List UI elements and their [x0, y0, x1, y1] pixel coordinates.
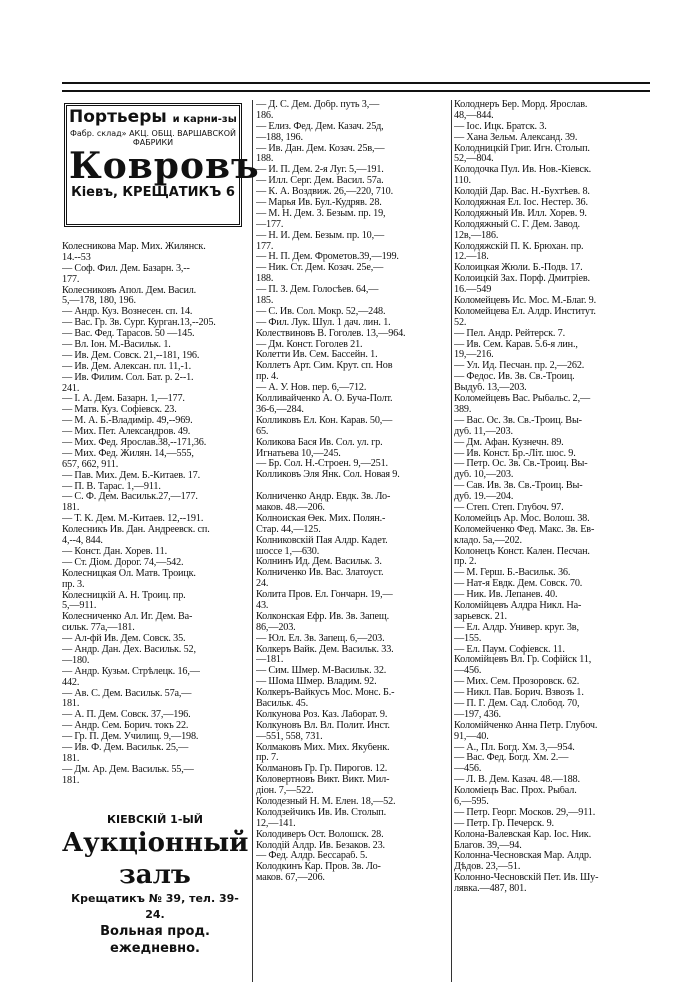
directory-entry: Колкунова Роз. Каз. Лаборат. 9.	[256, 709, 388, 720]
directory-entry: — Андр. Куз. Вознесен. сп. 14.	[62, 307, 193, 318]
column-divider-1	[252, 100, 253, 982]
directory-entry: 177.	[256, 241, 274, 252]
directory-entry: Коломейцъ Ар. Мос. Волош. 38.	[454, 513, 590, 524]
directory-entry: Колодяжный Ив. Илл. Хорев. 9.	[454, 208, 587, 219]
directory-entry: Колодезный Н. М. Елен. 18,—52.	[256, 797, 396, 807]
directory-entry: 181.	[62, 503, 80, 514]
directory-entry: — Сим. Шмер. М-Васильк. 32.	[256, 666, 387, 677]
directory-entry: — Соф. Фил. Дем. Базарн. 3,--	[62, 263, 190, 274]
directory-entry: Колкуновъ Вл. Вл. Полит. Инст.	[256, 720, 390, 731]
directory-entry: — И. П. Дем. 2-я Луг. 5,—191.	[256, 165, 384, 176]
directory-entry: Колликовъ Ел. Кон. Карав. 50,—	[256, 415, 393, 426]
directory-entry: — Марья Ив. Бул.-Кудряв. 28.	[256, 198, 382, 209]
directory-entry: — Бр. Сол. Н.-Строен. 9,—251.	[256, 459, 388, 470]
directory-entry: — Никл. Пав. Борич. Взвозъ 1.	[454, 688, 584, 699]
directory-entry: — Сав. Ив. Зв. Св.-Троиц. Вы-	[454, 481, 583, 492]
directory-entry: 5,—178, 180, 196.	[62, 296, 136, 307]
directory-entry: дуб. 19.—204.	[454, 492, 514, 503]
directory-entry: — Ив. Дем. Совск. 21,--181, 196.	[62, 350, 200, 361]
directory-entry: 177.	[62, 274, 80, 285]
directory-entry: Васильк. 45.	[256, 698, 308, 709]
directory-entry: 24.	[256, 579, 269, 590]
directory-entry: — Ал-фй Ив. Дем. Совск. 35.	[62, 634, 186, 645]
directory-entry: — Федос. Ив. Зв. Св.-Троиц.	[454, 372, 575, 383]
directory-entry: — А., Пл. Богд. Хм. 3,—954.	[454, 742, 575, 753]
directory-entry: — Вас. Гр. Зв. Сург. Курган.13,--205.	[62, 318, 216, 329]
auction-address: Крещатикъ № 39, тел. 39-24.	[71, 892, 239, 921]
directory-entry: маков. 67,—206.	[256, 873, 325, 884]
directory-entry: Колодій Алдр. Ив. Безаков. 23.	[256, 840, 385, 851]
directory-entry: Колниковскій Пая Алдр. Кадет.	[256, 535, 388, 546]
directory-column-3	[454, 100, 652, 895]
directory-entry: — Пав. Мих. Дем. Б.-Китаев. 17.	[62, 470, 200, 481]
directory-entry: 181.	[62, 775, 80, 786]
directory-entry: Коловертновъ Викт. Викт. Мил-	[256, 775, 390, 786]
directory-entry: Колесникъ Ив. Дан. Андреевск. сп.	[62, 525, 210, 536]
directory-entry: —177.	[256, 219, 284, 230]
directory-entry: Колодзейчикъ Ив. Ив. Столып.	[256, 807, 386, 818]
directory-entry: 43.	[256, 600, 269, 611]
directory-entry: пр. 4.	[256, 372, 279, 383]
directory-entry: — П. Г. Дем. Сад. Слобод. 70,	[454, 698, 580, 709]
directory-entry: —180.	[62, 655, 90, 666]
directory-entry: — Ив. Дан. Дем. Козач. 25в,—	[256, 143, 385, 154]
directory-entry: Коломійченко Анна Петр. Глубоч.	[454, 720, 598, 731]
directory-entry: Колодяжный С. Г. Дем. Завод.	[454, 219, 580, 230]
top-rule-second	[62, 90, 650, 92]
directory-entry	[256, 481, 450, 492]
directory-entry: 442.	[62, 677, 80, 688]
directory-entry: 12в,—186.	[454, 230, 499, 241]
column-divider-2	[451, 100, 452, 982]
directory-entry: — Дм. Ар. Дем. Васильк. 55,—	[62, 764, 194, 775]
directory-entry: — Шома Шмер. Владим. 92.	[256, 677, 377, 688]
directory-entry: Колодиверъ Ост. Волошск. 28.	[256, 829, 384, 840]
directory-entry: Коломійцевъ Вл. Гр. Софійск 11,	[454, 655, 592, 666]
directory-entry: Благов. 39,—94.	[454, 840, 522, 851]
directory-entry: Колодкинъ Кар. Пров. Зв. Ло-	[256, 862, 381, 873]
directory-entry: 14.--53	[62, 252, 91, 263]
auction-title: Аукціонный залъ	[62, 828, 249, 890]
directory-entry: — Хана Зельм. Александ. 39.	[454, 132, 578, 143]
directory-entry: — Вас. Фед. Тарасов. 50 —145.	[62, 329, 195, 340]
directory-entry: 241.	[62, 383, 80, 394]
directory-entry: — Матв. Куз. Софіевск. 23.	[62, 405, 177, 416]
directory-entry: 181.	[62, 699, 80, 710]
directory-entry: 52.	[454, 317, 467, 328]
directory-entry: Коломейченко Фед. Макс. Зв. Ев-	[454, 524, 595, 535]
auction-tagline: Вольная прод. ежедневно.	[100, 924, 210, 956]
directory-entry: — М. Герш. Б.-Васильк. 36.	[454, 568, 571, 579]
directory-entry: Колликовъ Эля Янк. Сол. Новая 9.	[256, 470, 400, 481]
directory-entry: Колонно-Чесновскій Пет. Ив. Шу-	[454, 873, 599, 884]
directory-entry: — Д. С. Дем. Добр. путь 3,—	[256, 100, 380, 110]
directory-entry: пр. 2.	[454, 557, 477, 568]
directory-entry: Дѣдов. 23,—51.	[454, 862, 521, 873]
directory-entry: — Мих. Сем. Прозоровск. 62.	[454, 677, 580, 688]
directory-entry: — Ав. С. Дем. Васильк. 57а,—	[62, 688, 192, 699]
ad-address: Кіевъ, КРЕЩАТИКЪ 6	[71, 185, 235, 200]
directory-entry: Колмановъ Гр. Гр. Пирогов. 12.	[256, 764, 388, 775]
directory-entry: Колона-Валевская Кар. Іос. Ник.	[454, 829, 592, 840]
directory-entry: — Мих. Пет. Александров. 49.	[62, 427, 191, 438]
directory-entry: Колита Пров. Ел. Гончарн. 19,—	[256, 590, 393, 601]
directory-entry: —197, 436.	[454, 709, 501, 720]
directory-entry: кладо. 5а,—202.	[454, 535, 522, 546]
directory-entry: зарьевск. 21.	[454, 611, 507, 622]
directory-entry: — Илл. Серг. Дем. Васил. 57а.	[256, 176, 384, 187]
directory-entry: 657, 662, 911.	[62, 459, 119, 470]
directory-entry: — Нат-я Евдк. Дем. Совск. 70.	[454, 579, 583, 590]
directory-entry: — Степ. Степ. Глубоч. 97.	[454, 502, 564, 513]
directory-entry: Колливайченко А. О. Буча-Полт.	[256, 394, 393, 405]
directory-entry: Стар. 44,—125.	[256, 524, 321, 535]
directory-entry: 186.	[256, 110, 274, 121]
directory-entry: — А. У. Нов. пер. 6,—712.	[256, 383, 367, 394]
directory-entry: 185.	[256, 296, 274, 307]
directory-entry: Колоицкій Зах. Порф. Дмитріев.	[454, 274, 590, 285]
directory-entry: — М. Н. Дем. 3. Безым. пр. 19,	[256, 208, 386, 219]
directory-entry: Колкеръ-Вайкусъ Мос. Монс. Б.-	[256, 688, 395, 699]
directory-entry: Колодяжная Ел. Іос. Нестер. 36.	[454, 198, 588, 209]
advertisement-carpets	[64, 103, 260, 227]
directory-entry: 65.	[256, 426, 269, 437]
directory-entry: Колниченко Ив. Вас. Златоуст.	[256, 568, 384, 579]
directory-entry: — Іос. Ицк. Братск. 3.	[454, 121, 547, 132]
directory-entry: — Фед. Алдр. Бессараб. 5.	[256, 851, 368, 862]
directory-entry: — М. А. Б.-Владимір. 49,--969.	[62, 416, 193, 427]
directory-entry: — Петр. Гр. Печерск. 9.	[454, 818, 554, 829]
directory-entry: — Конст. Дан. Хорев. 11.	[62, 546, 167, 557]
directory-entry: пр. 3.	[62, 579, 85, 590]
directory-entry: Колествиновъ В. Гоголев. 13,—964.	[256, 328, 406, 339]
directory-entry: — Вас. Фед. Богд. Хм. 2.—	[454, 753, 569, 764]
directory-entry: шоссе 1,—630.	[256, 546, 320, 557]
directory-entry: дуб. 11,—203.	[454, 426, 513, 437]
directory-entry: Колодочка Пул. Ив. Нов.-Кіевск.	[454, 165, 592, 176]
directory-entry: дуб. 10,—203.	[454, 470, 514, 481]
directory-entry: Колодій Дар. Вас. Н.-Бухтѣев. 8.	[454, 187, 590, 198]
directory-entry: — Дм. Конст. Гоголев 21.	[256, 339, 363, 350]
directory-entry: 12.—18.	[454, 252, 489, 263]
directory-entry: Колоицкая Жюли. Б.-Подв. 17.	[454, 263, 583, 274]
directory-entry: — Л. В. Дем. Казач. 48.—188.	[454, 775, 580, 786]
directory-entry: Коломійцевъ Алдра Никл. На-	[454, 600, 582, 611]
directory-entry: — Петр. Ос. Зв. Св.-Троиц. Вы-	[454, 459, 588, 470]
directory-entry: — Мих. Фед. Жилян. 14,—555,	[62, 448, 194, 459]
directory-entry: — Ул. Ид. Песчан. пр. 2,—262.	[454, 361, 585, 372]
directory-entry: лявка.—487, 801.	[454, 884, 527, 895]
directory-entry: Колмаковъ Мих. Мих. Якубенк.	[256, 742, 390, 753]
directory-entry: Колкеръ Вайк. Дем. Васильк. 33.	[256, 644, 394, 655]
directory-column-1	[62, 242, 248, 787]
directory-entry: Колонецъ Конст. Кален. Песчан.	[454, 546, 590, 557]
directory-entry: — С. Ив. Сол. Мокр. 52,—248.	[256, 306, 386, 317]
directory-entry: Колниченко Андр. Евдк. Зв. Ло-	[256, 492, 391, 503]
directory-entry: —551, 558, 731.	[256, 731, 323, 742]
directory-entry: Колесницкая Ол. Матв. Троицк.	[62, 568, 196, 579]
directory-entry: —155.	[454, 633, 482, 644]
directory-entry: — Ст. Діом. Дорог. 74,—542.	[62, 557, 184, 568]
directory-entry: Колонна-Чесновская Мар. Алдр.	[454, 851, 592, 862]
directory-entry: Колоднеръ Бер. Морд. Ярослав.	[454, 100, 588, 110]
top-rule	[62, 82, 650, 84]
directory-entry: — Юл. Ел. Зв. Запещ. 6,—203.	[256, 633, 385, 644]
directory-entry: — Фил. Лук. Шул. 1 дач. лин. 1.	[256, 317, 391, 328]
directory-entry: — Вл. Іон. М.-Васильк. 1.	[62, 340, 171, 351]
directory-entry: —456.	[454, 666, 482, 677]
directory-entry: — С. Ф. Дем. Васильк.27,—177.	[62, 492, 198, 503]
directory-entry: Коломейцевъ Ис. Мос. М.-Благ. 9.	[454, 296, 597, 307]
directory-entry: — Мих. Фед. Ярослав.38,--171,36.	[62, 438, 207, 449]
advertisement-auction	[62, 813, 248, 957]
directory-entry: 16.—549	[454, 285, 492, 296]
directory-entry: — Ел. Алдр. Универ. круг. 3в,	[454, 622, 579, 633]
directory-entry: Коллетъ Арт. Сим. Крут. сп. Нов	[256, 361, 393, 372]
directory-entry: Колноиская Өек. Мих. Полян.-	[256, 513, 386, 524]
directory-entry: Колетти Ив. Сем. Бассейн. 1.	[256, 350, 378, 361]
directory-entry: — Петр. Георг. Москов. 29,—911.	[454, 807, 596, 818]
auction-kicker: КІЕВСКІЙ 1-ЫЙ	[107, 813, 203, 826]
directory-entry: — І. А. Дем. Базарн. 1,—177.	[62, 394, 185, 405]
directory-entry: маков. 48.—206.	[256, 502, 325, 513]
directory-entry: —181.	[256, 655, 284, 666]
directory-entry: Колесниченко Ал. Иг. Дем. Ва-	[62, 612, 193, 623]
directory-entry: Коломейцевъ Вас. Рыбальс. 2,—	[454, 394, 591, 405]
directory-entry: 6,—595.	[454, 797, 489, 807]
directory-entry: 12,—141.	[256, 818, 296, 829]
directory-entry: Колодяжскій П. К. Брюхан. пр.	[454, 241, 584, 252]
directory-entry: 389.	[454, 404, 472, 415]
directory-entry: 110.	[454, 176, 471, 187]
directory-entry: Колодницкій Григ. Игн. Столып.	[454, 143, 590, 154]
directory-entry: 52,—804.	[454, 154, 494, 165]
directory-entry: — Ив. Конст. Бр.-Літ. шос. 9.	[454, 448, 576, 459]
directory-entry: 188.	[256, 274, 274, 285]
directory-entry: 86,—203.	[256, 622, 296, 633]
directory-entry: — Андр. Сем. Борич. токъ 22.	[62, 721, 189, 732]
directory-entry: 19,—216.	[454, 350, 494, 361]
directory-entry: 5,—911.	[62, 601, 97, 612]
directory-entry: сильк. 77а,—181.	[62, 623, 135, 634]
directory-entry: — Вас. Ос. Зв. Св.-Троиц. Вы-	[454, 415, 582, 426]
directory-entry: — Т. К. Дем. М.-Китаев. 12,--191.	[62, 514, 204, 525]
ad-brand: Ковровъ	[69, 145, 260, 187]
directory-entry: Коломейцева Ел. Алдр. Институт.	[454, 306, 596, 317]
directory-entry: Коликова Бася Ив. Сол. ул. гр.	[256, 437, 383, 448]
directory-entry: — Ник. Ив. Лепанев. 40.	[454, 590, 558, 601]
directory-entry: Игнатьева 10,—245.	[256, 448, 341, 459]
directory-entry: Колнинъ Ид. Дем. Васильк. 3.	[256, 557, 382, 568]
directory-entry: — Ник. Ст. Дем. Козач. 25е,—	[256, 263, 384, 274]
directory-entry: Колконская Ефр. Ив. Зв. Запещ.	[256, 611, 390, 622]
directory-entry: — Гр. П. Дем. Училищ. 9,—198.	[62, 732, 199, 743]
directory-entry: Колесникова Мар. Мих. Жилянск.	[62, 242, 206, 252]
directory-entry: — Андр. Дан. Дех. Васильк. 52,	[62, 644, 196, 655]
directory-entry: — Елиз. Фед. Дем. Казач. 25д,	[256, 121, 384, 132]
directory-entry: Выдуб. 13,—203.	[454, 383, 527, 394]
directory-entry: — Ив. Сем. Карав. 5.6-я лин.,	[454, 339, 578, 350]
directory-entry: — Ел. Паум. Софіевск. 11.	[454, 644, 565, 655]
ad-subheading: Фабр. склад» АКЦ. ОБЩ. ВАРШАВСКОЙ ФАБРИКИ	[69, 129, 237, 147]
directory-entry: — П. З. Дем. Голосѣев. 64,—	[256, 285, 379, 296]
directory-entry: —188, 196.	[256, 132, 303, 143]
directory-entry: 91,—40.	[454, 731, 489, 742]
directory-entry: — Ив. Филим. Сол. Бат. р. 2--1.	[62, 372, 194, 383]
directory-entry: Коломіецъ Вас. Прох. Рыбал.	[454, 786, 577, 797]
directory-entry: 48,—844.	[454, 110, 494, 121]
directory-entry: — Пел. Андр. Рейтерск. 7.	[454, 328, 565, 339]
directory-entry: — Андр. Кузьм. Стрѣлецк. 16,—	[62, 666, 200, 677]
directory-entry: — Ив. Дем. Алексан. пл. 11,-1.	[62, 361, 192, 372]
directory-entry: Колесницкій А. Н. Троиц. пр.	[62, 590, 186, 601]
directory-entry: — Н. И. Дем. Безым. пр. 10,—	[256, 230, 385, 241]
directory-entry: 36-6,—284.	[256, 404, 304, 415]
directory-entry: діон. 7,—522.	[256, 786, 314, 797]
directory-entry: 181.	[62, 753, 80, 764]
directory-entry: —456.	[454, 764, 482, 775]
ad-heading: Портьеры и карни-зы	[69, 107, 237, 127]
directory-entry: — П. В. Тарас. 1,—911.	[62, 481, 161, 492]
directory-entry: — Н. П. Дем. Фрометов.39,—199.	[256, 252, 399, 263]
directory-entry: — Ив. Ф. Дем. Васильк. 25,—	[62, 742, 189, 753]
directory-entry: — А. П. Дем. Совск. 37,—196.	[62, 710, 191, 721]
directory-entry: Колесниковъ Апол. Дем. Васил.	[62, 285, 197, 296]
directory-entry: 188.	[256, 154, 274, 165]
directory-entry: — Дм. Афан. Кузнечн. 89.	[454, 437, 564, 448]
directory-entry: пр. 7.	[256, 753, 279, 764]
directory-entry: 4,--4, 844.	[62, 536, 103, 547]
directory-entry: — К. А. Воздвиж. 26,—220, 710.	[256, 187, 394, 198]
directory-column-2	[256, 100, 450, 884]
